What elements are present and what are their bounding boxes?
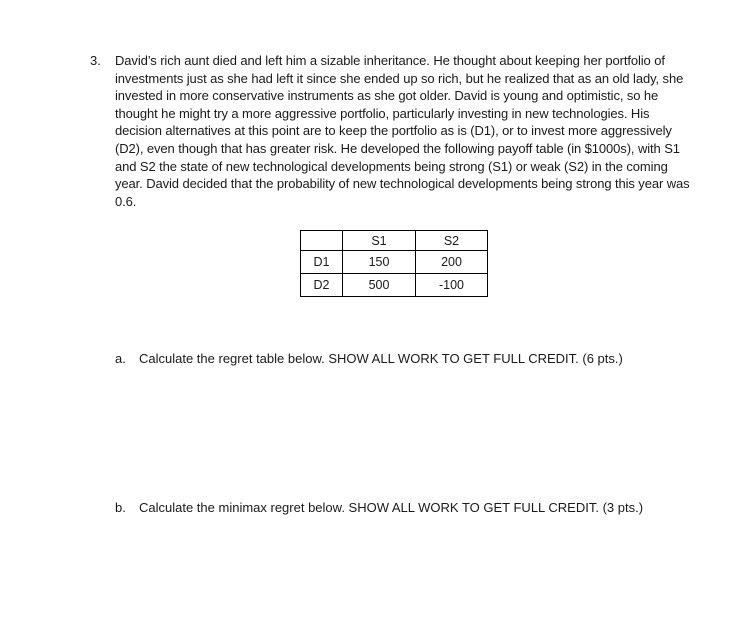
part-a-letter: a. — [115, 351, 126, 366]
table-corner-cell — [301, 231, 343, 251]
question-3 — [90, 52, 700, 210]
row-label-d2: D2 — [301, 274, 343, 297]
part-a-text: Calculate the regret table below. SHOW ALL WORK TO GET FULL CREDIT. (6 pts.) — [139, 351, 623, 366]
column-header-s2: S2 — [416, 231, 488, 251]
part-b — [115, 499, 643, 516]
question-number: 3. — [90, 53, 101, 68]
question-text: David’s rich aunt died and left him a sizable inheritance. He thought about keeping her portfolio of investments just as she had left it since she ended up so rich, but he realized that as an old lady, she invested in more conservative instruments as she got older. David is young and optimistic, so he thought he might try a more aggressive portfolio, particularly investing in new technologies. His decision alternatives at this point are to keep the portfolio as is (D1), or to invest more aggressively (D2), even though that has greater risk. He developed the following payoff table (in $1000s), with S1 and S2 the state of new technological developments being strong (S1) or weak (S2) in the coming year. David decided that the probability of new technological developments being strong this year was 0.6. — [115, 53, 690, 209]
table-row — [301, 251, 488, 274]
cell-d1-s2: 200 — [416, 251, 488, 274]
column-header-s1: S1 — [343, 231, 416, 251]
table-row — [301, 274, 488, 297]
table-header-row — [301, 231, 488, 251]
row-label-d1: D1 — [301, 251, 343, 274]
payoff-table — [300, 230, 488, 297]
part-a — [115, 350, 623, 367]
cell-d2-s1: 500 — [343, 274, 416, 297]
part-b-letter: b. — [115, 500, 126, 515]
part-b-text: Calculate the minimax regret below. SHOW ALL WORK TO GET FULL CREDIT. (3 pts.) — [139, 500, 644, 515]
cell-d2-s2: -100 — [416, 274, 488, 297]
cell-d1-s1: 150 — [343, 251, 416, 274]
